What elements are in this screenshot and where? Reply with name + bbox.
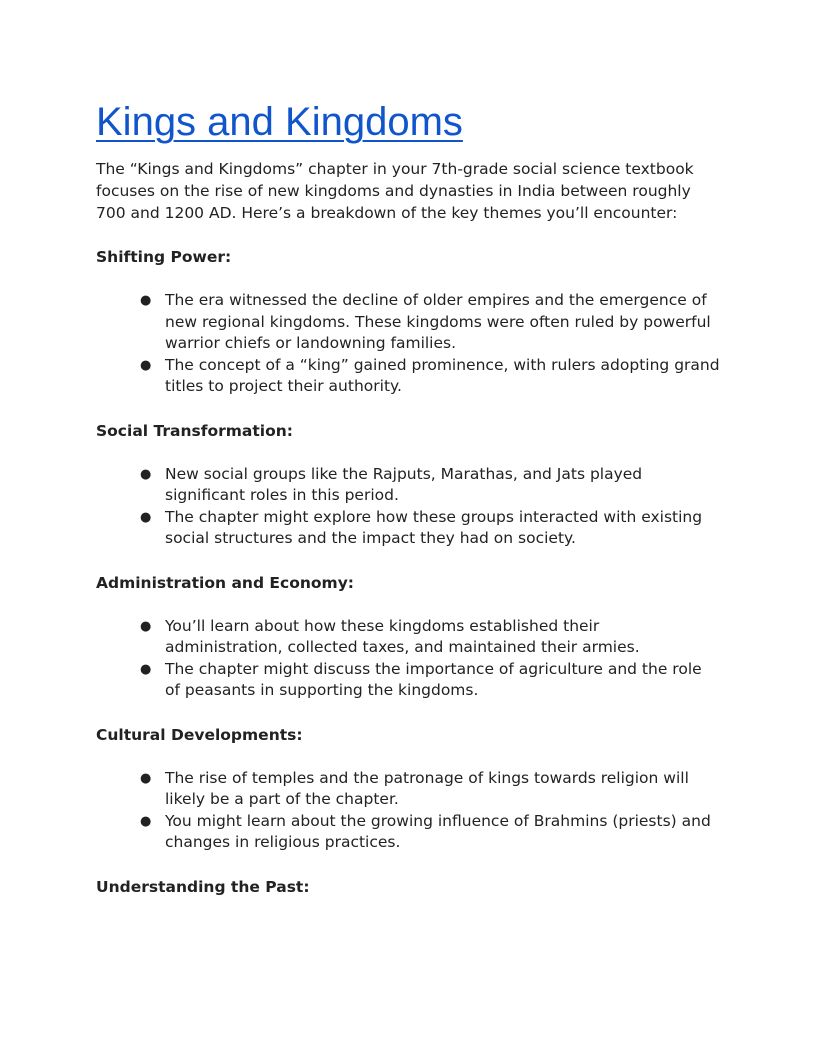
section-heading-understanding-past: Understanding the Past: (96, 877, 310, 896)
list-item (140, 290, 720, 355)
page-title (96, 96, 720, 148)
list-item-text: The chapter might discuss the importance of agriculture and the role of peasants in supporting the kingdoms. (165, 659, 702, 699)
list-item-text: The concept of a “king” gained prominence, with rulers adopting grand titles to project their authority. (165, 355, 720, 395)
list-item (140, 768, 720, 811)
bullet-list-administration-economy (96, 616, 720, 702)
title-link[interactable]: Kings and Kingdoms (96, 100, 463, 144)
list-item-text: The chapter might explore how these groups interacted with existing social structures and the impact they had on society. (165, 507, 703, 547)
bullet-icon: ● (140, 293, 152, 308)
bullet-list-cultural-developments (96, 768, 720, 854)
section-heading-administration-economy: Administration and Economy: (96, 573, 354, 592)
list-item (140, 659, 720, 702)
bullet-icon: ● (140, 618, 152, 634)
list-item (140, 355, 720, 398)
list-item (140, 616, 720, 659)
section-heading-social-transformation: Social Transformation: (96, 421, 293, 440)
list-item-text: The rise of temples and the patronage of kings towards religion will likely be a part of the chapter. (165, 768, 689, 808)
document-page (96, 96, 720, 920)
list-item-text: The era witnessed the decline of older empires and the emergence of new regional kingdoms. These kingdoms were often ruled by powerful warrior chiefs or landowning families. (165, 291, 711, 352)
bullet-list-social-transformation (96, 464, 720, 550)
list-item-text: You’ll learn about how these kingdoms established their administration, collected taxes, and maintained their armies. (165, 616, 640, 656)
section-heading-shifting-power: Shifting Power: (96, 248, 232, 266)
section-heading-cultural-developments: Cultural Developments: (96, 725, 303, 744)
list-item-text: New social groups like the Rajputs, Marathas, and Jats played significant roles in this period. (165, 464, 643, 504)
bullet-icon: ● (140, 661, 152, 677)
bullet-icon: ● (140, 466, 152, 482)
list-item (140, 507, 720, 550)
list-item (140, 464, 720, 507)
bullet-icon: ● (140, 770, 152, 786)
list-item-text: You might learn about the growing influence of Brahmins (priests) and changes in religious practices. (165, 811, 711, 851)
bullet-icon: ● (140, 813, 152, 829)
list-item (140, 811, 720, 854)
bullet-icon: ● (140, 509, 152, 525)
bullet-icon: ● (140, 357, 152, 373)
bullet-list-shifting-power (96, 290, 720, 398)
intro-paragraph: The “Kings and Kingdoms” chapter in your 7th-grade social science textbook focuses on the rise of new kingdoms and dynasties in India between roughly 700 and 1200 AD. Here’s a breakdown of the key themes you’ll encounter: (96, 160, 694, 222)
